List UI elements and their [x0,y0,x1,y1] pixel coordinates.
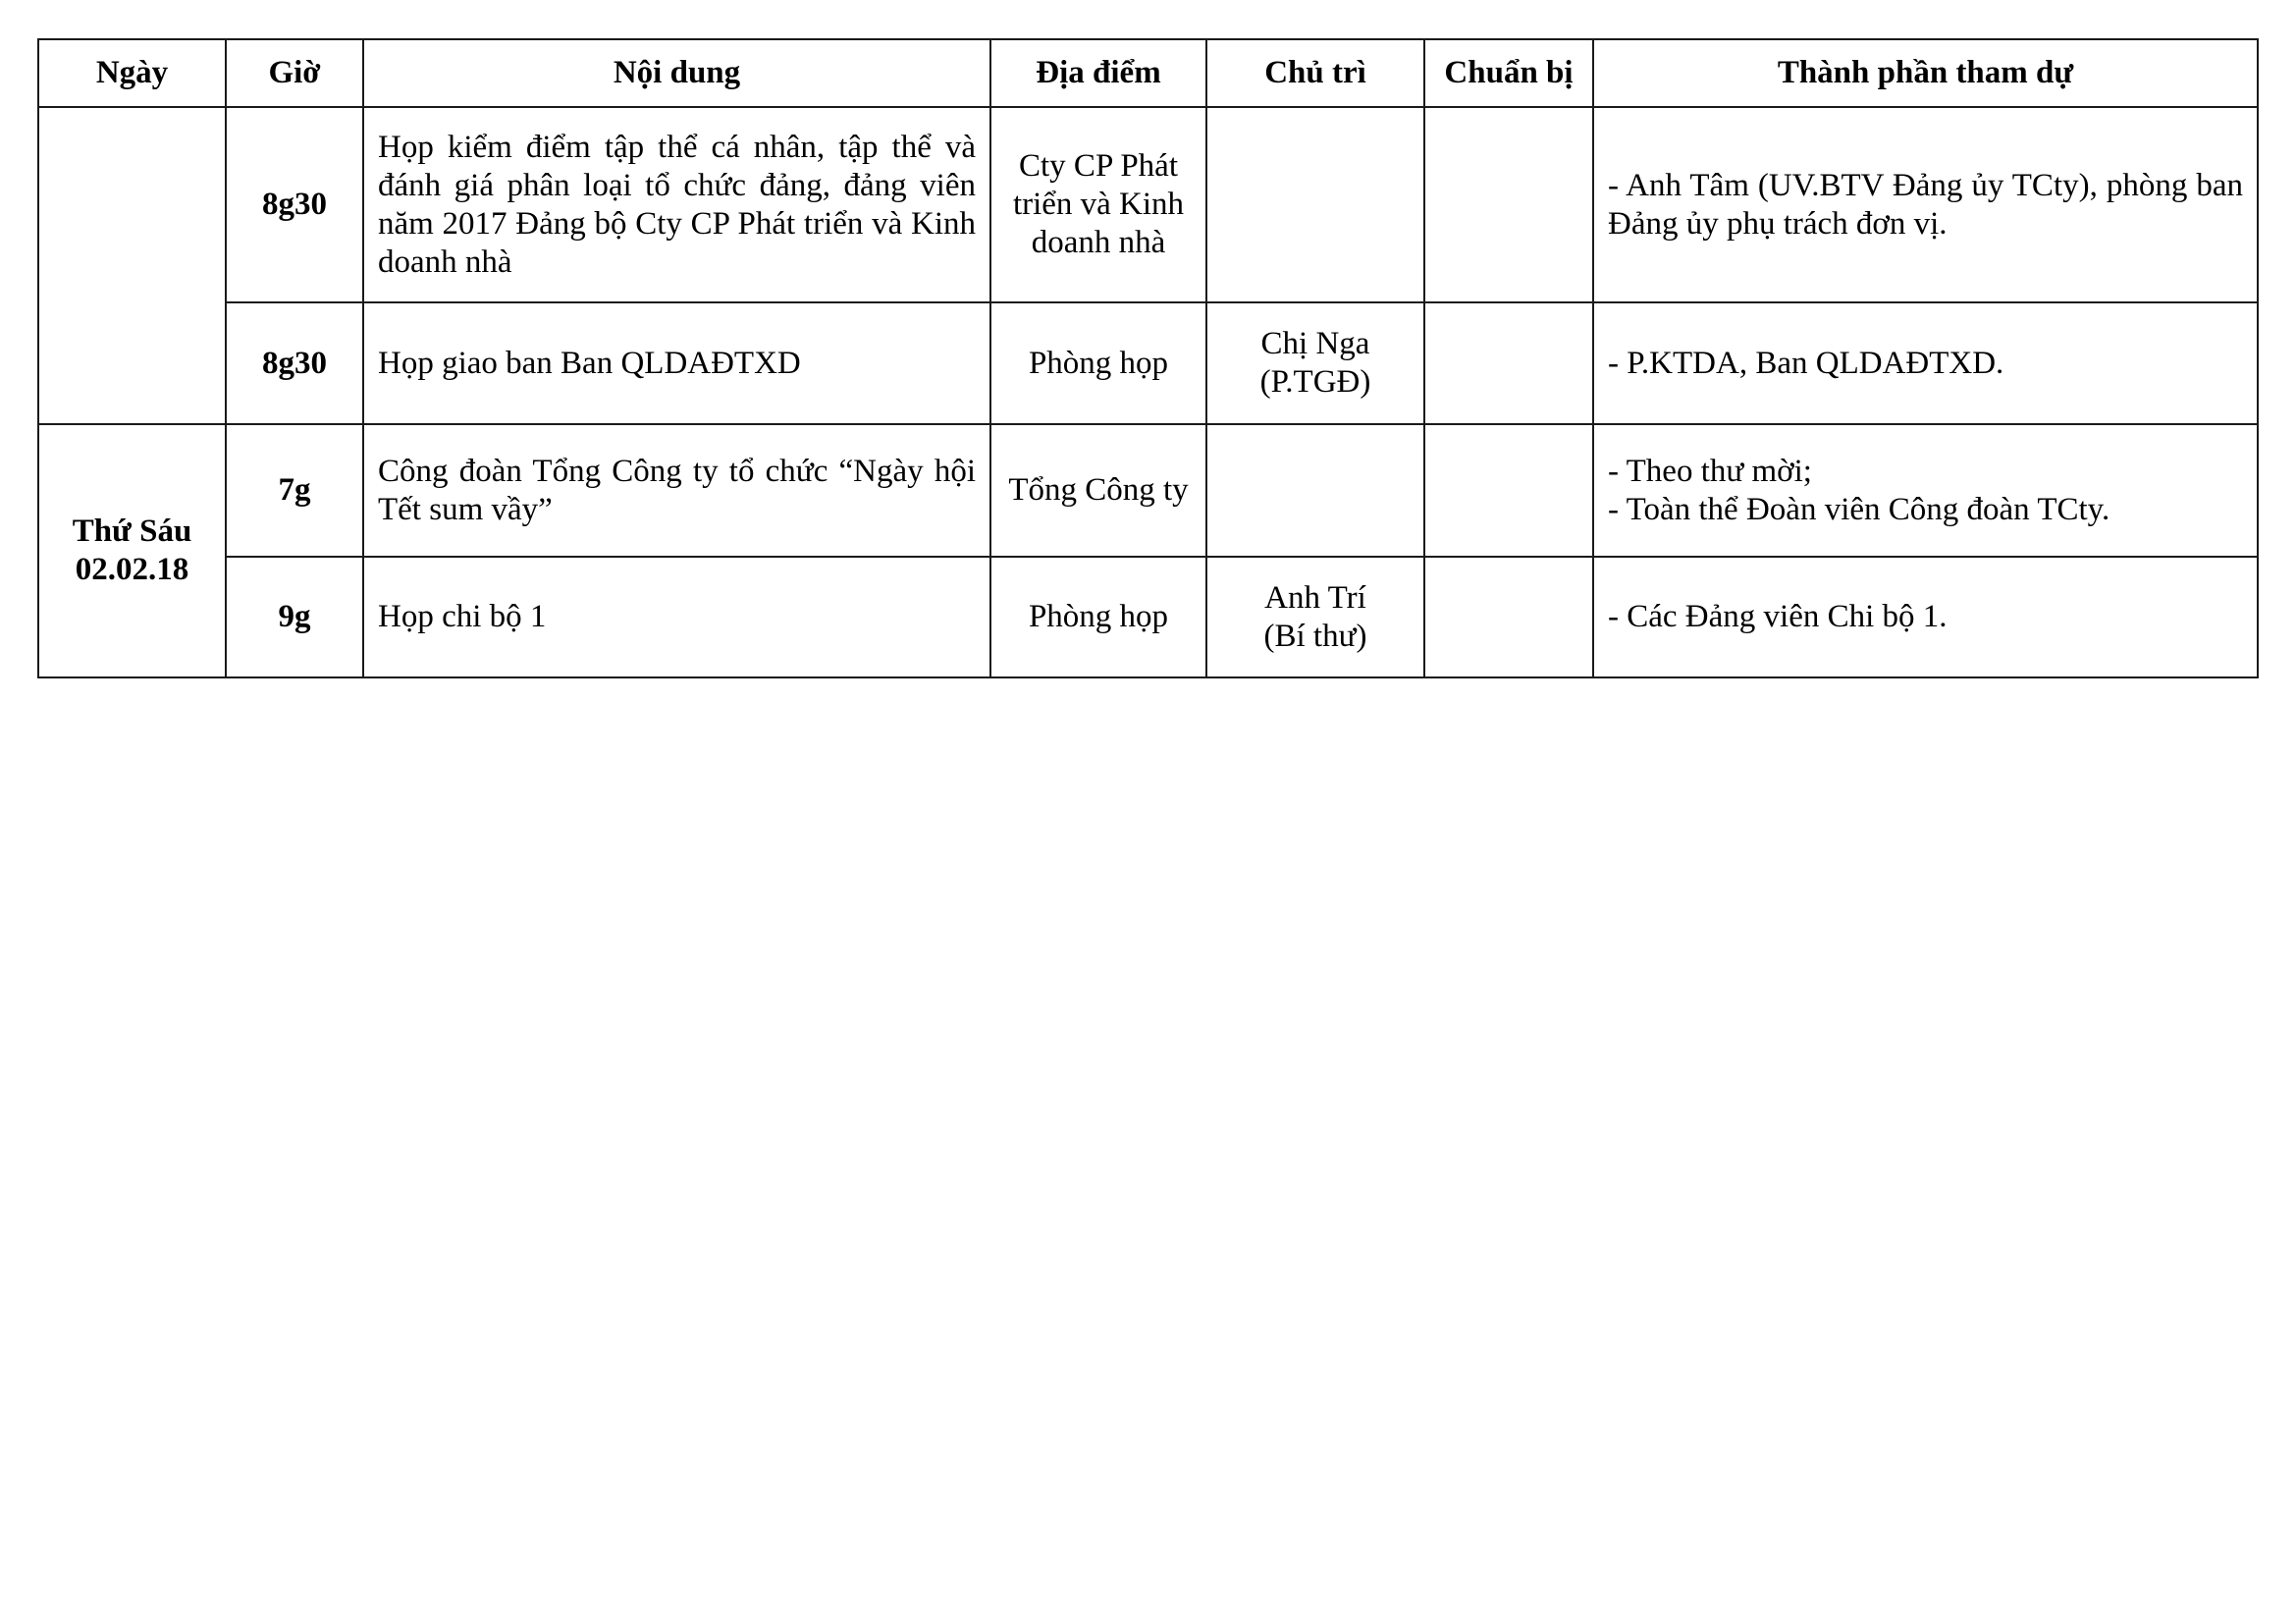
place-line: Phòng họp [1028,599,1169,634]
prep-cell [1424,424,1593,557]
time-cell: 8g30 [226,302,363,424]
time-cell: 8g30 [226,107,363,302]
prep-cell [1424,107,1593,302]
table-row [38,302,2258,424]
header-day: Ngày [38,39,226,107]
header-prep: Chuẩn bị [1424,39,1593,107]
time-cell: 7g [226,424,363,557]
attendee-line: - Các Đảng viên Chi bộ 1. [1608,599,1948,634]
header-chair: Chủ trì [1206,39,1424,107]
place-cell [990,557,1206,677]
place-cell [990,107,1206,302]
day-cell [38,424,226,677]
day-cell [38,107,226,424]
chair-line: Chị Nga [1260,326,1370,361]
header-place: Địa điểm [990,39,1206,107]
chair-line: (P.TGĐ) [1259,364,1371,400]
place-line: doanh nhà [1031,225,1166,260]
attendees-cell [1593,302,2258,424]
content-cell: Họp giao ban Ban QLDAĐTXD [363,302,990,424]
attendee-line: - P.KTDA, Ban QLDAĐTXD. [1608,345,2004,381]
day-name: Thứ Sáu [72,514,192,549]
chair-cell [1206,302,1424,424]
attendees-cell [1593,557,2258,677]
attendee-line: - Toàn thể Đoàn viên Công đoàn TCty. [1608,491,2110,527]
place-line: Phòng họp [1028,345,1169,381]
header-attendees: Thành phần tham dự [1593,39,2258,107]
prep-cell [1424,302,1593,424]
prep-cell [1424,557,1593,677]
day-date: 02.02.18 [75,552,189,587]
time-cell: 9g [226,557,363,677]
schedule-table [37,38,2259,678]
header-row [38,39,2258,107]
chair-line: (Bí thư) [1263,618,1367,654]
table-row [38,424,2258,557]
header-content: Nội dung [363,39,990,107]
place-cell [990,424,1206,557]
place-cell [990,302,1206,424]
attendees-cell [1593,107,2258,302]
chair-cell [1206,107,1424,302]
attendee-line: - Anh Tâm (UV.BTV Đảng ủy TCty), phòng ban Đảng ủy phụ trách đơn vị. [1608,167,2243,242]
attendees-cell [1593,424,2258,557]
attendee-line: - Theo thư mời; [1608,453,1812,489]
content-cell: Công đoàn Tổng Công ty tổ chức “Ngày hội Tết sum vầy” [363,424,990,557]
content-cell: Họp chi bộ 1 [363,557,990,677]
place-line: triển và Kinh [1012,187,1185,222]
place-line: Cty CP Phát [1019,148,1178,184]
schedule-sheet [37,38,2259,678]
place-line: Tổng Công ty [1008,472,1189,508]
header-time: Giờ [226,39,363,107]
chair-cell [1206,424,1424,557]
content-cell: Họp kiểm điểm tập thể cá nhân, tập thể và đánh giá phân loại tổ chức đảng, đảng viên năm 2017 Đảng bộ Cty CP Phát triển và Kinh doanh nhà [363,107,990,302]
chair-line: Anh Trí [1264,579,1366,616]
chair-cell [1206,557,1424,677]
table-row [38,107,2258,302]
table-row [38,557,2258,677]
